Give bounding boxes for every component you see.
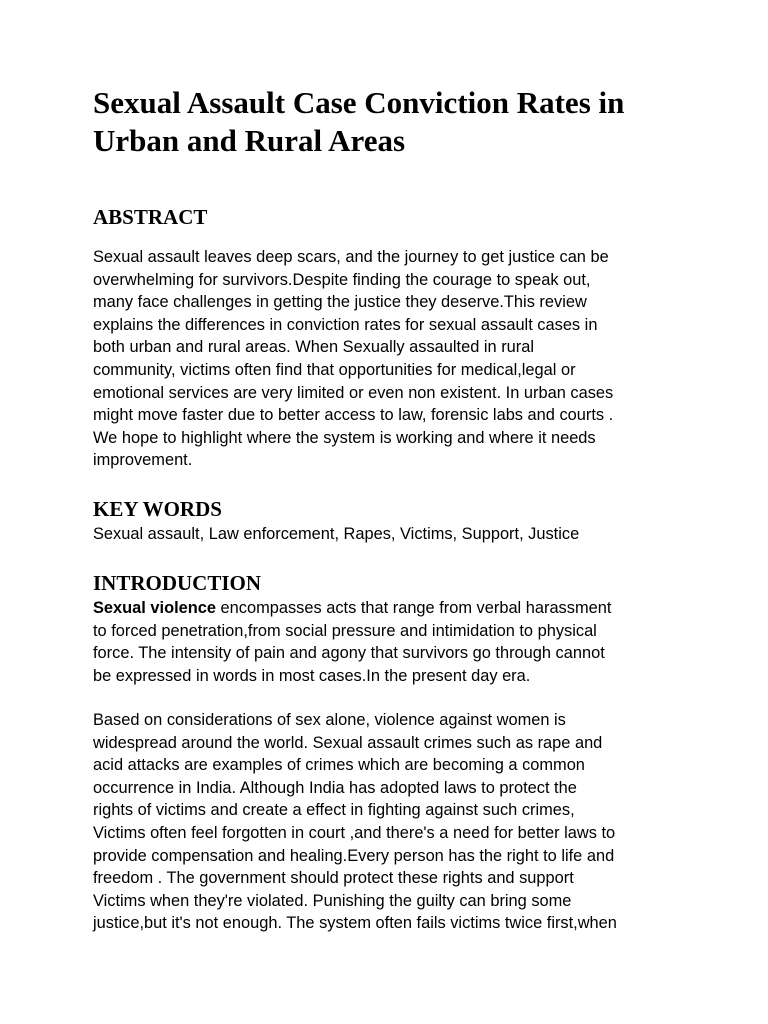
keywords-text: Sexual assault, Law enforcement, Rapes, Victims, Support, Justice (93, 525, 580, 543)
introduction-heading: INTRODUCTION (93, 571, 262, 595)
keywords-heading: KEY WORDS (93, 497, 222, 521)
introduction-paragraph-2: Based on considerations of sex alone, violence against women is widespread around the world. Sexual assault crimes such as rape and acid attacks are examples of crimes which are becoming a common occurrence in India. Although India has adopted laws to protect the rights of victims and create a effect in fighting against such crimes, Victims often feel forgotten in court ,and there's a need for better laws to provide compensation and healing.Every person has the right to life and freedom . The government should protect these rights and support Victims when they're violated. Punishing the guilty can bring some justice,but it's not enough. The system often fails victims twice first,when (93, 711, 617, 933)
abstract-heading: ABSTRACT (93, 205, 208, 229)
introduction-paragraph-1 (93, 597, 683, 687)
sexual-violence-term: Sexual violence (93, 599, 216, 617)
document-title: Sexual Assault Case Conviction Rates in Urban and Rural Areas (93, 85, 625, 158)
abstract-text: Sexual assault leaves deep scars, and the journey to get justice can be overwhelming for survivors.Despite finding the courage to speak out, many face challenges in getting the justice they deserve.This review explains the differences in conviction rates for sexual assault cases in both urban and rural areas. When Sexually assaulted in rural community, victims often find that opportunities for medical,legal or emotional services are very limited or even non existent. In urban cases might move faster due to better access to law, forensic labs and courts . We hope to highlight where the system is working and where it needs improvement. (93, 248, 614, 470)
introduction-paragraph-1-text: encompasses acts that range from verbal harassment to forced penetration,from social pressure and intimidation to physical force. The intensity of pain and agony that survivors go through cannot be expressed in words in most cases.In the present day era. (93, 599, 612, 685)
